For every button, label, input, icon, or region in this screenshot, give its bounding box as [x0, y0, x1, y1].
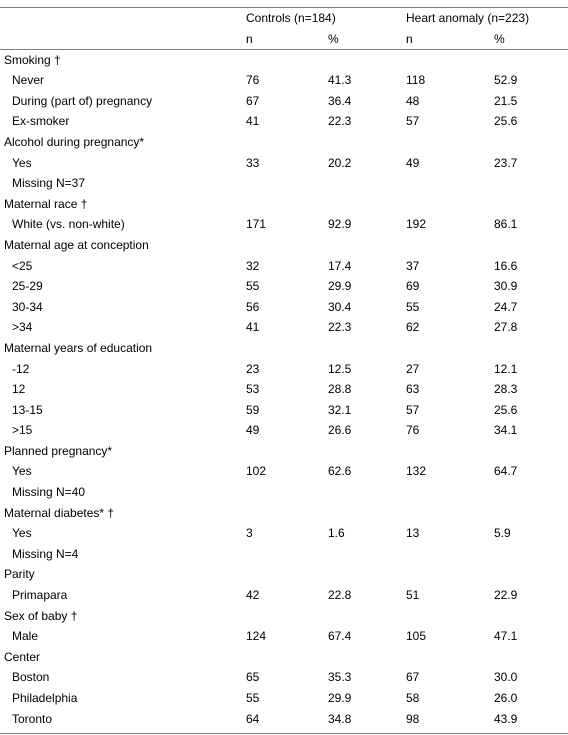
anomaly-n-cell: 132: [406, 464, 427, 479]
controls-n-cell: 23: [246, 361, 260, 376]
table-row: [0, 91, 568, 112]
controls-n-cell: 76: [246, 73, 260, 88]
controls-pct-cell: 36.4: [328, 93, 352, 108]
anomaly-pct-cell: [494, 235, 568, 256]
controls-n-cell: 55: [246, 279, 260, 294]
row-label: >34: [12, 320, 33, 335]
anomaly-pct-cell: 22.9: [494, 588, 518, 603]
controls-n-cell: 171: [246, 217, 267, 232]
section-label: Maternal diabetes* †: [4, 505, 115, 520]
table-row: [0, 400, 568, 421]
row-label: White (vs. non-white): [12, 217, 125, 232]
table-row: [0, 317, 568, 338]
anomaly-pct-cell: [494, 544, 568, 565]
anomaly-pct-cell: 21.5: [494, 93, 518, 108]
anomaly-n-cell: 51: [406, 588, 420, 603]
row-label: Philadelphia: [12, 691, 78, 705]
controls-pct-cell: [328, 50, 406, 71]
anomaly-pct-cell: 47.1: [494, 629, 518, 644]
controls-pct-cell: [328, 647, 406, 668]
row-label: >15: [12, 423, 33, 438]
section-label: Center: [4, 649, 41, 664]
anomaly-pct-cell: 34.1: [494, 423, 518, 438]
controls-n-cell: 41: [246, 114, 260, 129]
row-label: -12: [12, 361, 30, 376]
anomaly-pct-cell: [494, 482, 568, 503]
controls-pct-cell: 62.6: [328, 464, 352, 479]
anomaly-n-cell: [406, 173, 494, 194]
controls-n-cell: 59: [246, 402, 260, 417]
table-row: [0, 153, 568, 174]
anomaly-pct-cell: [494, 647, 568, 668]
table-section-row: [0, 132, 568, 153]
anomaly-n-cell: 98: [406, 711, 420, 726]
controls-n-cell: [246, 235, 328, 256]
anomaly-pct-cell: 25.6: [494, 114, 518, 129]
controls-n-cell: 102: [246, 464, 267, 479]
anomaly-pct-cell: 26.0: [494, 691, 518, 705]
anomaly-n-cell: [406, 50, 494, 71]
table-row: [0, 111, 568, 132]
anomaly-n-cell: 55: [406, 299, 420, 314]
header-controls-pct: %: [328, 32, 339, 46]
table-section-row: [0, 564, 568, 585]
anomaly-pct-cell: 52.9: [494, 73, 518, 88]
table-bottom-rule: [0, 733, 568, 734]
row-label: Toronto: [12, 711, 53, 726]
controls-pct-cell: 30.4: [328, 299, 352, 314]
controls-pct-cell: 34.8: [328, 711, 352, 726]
controls-pct-cell: 29.9: [328, 691, 352, 705]
anomaly-n-cell: [406, 235, 494, 256]
table-section-row: [0, 50, 568, 71]
controls-n-cell: 64: [246, 711, 260, 726]
controls-n-cell: 3: [246, 526, 253, 541]
table-row: [0, 544, 568, 565]
anomaly-pct-cell: [494, 338, 568, 359]
header-anomaly-pct: %: [494, 32, 505, 46]
anomaly-pct-cell: [494, 606, 568, 627]
controls-pct-cell: [328, 544, 406, 565]
table-row: [0, 276, 568, 297]
controls-n-cell: 32: [246, 258, 260, 273]
controls-n-cell: [246, 338, 328, 359]
anomaly-n-cell: [406, 647, 494, 668]
section-label: Maternal age at conception: [4, 237, 149, 252]
row-label: Never: [12, 73, 45, 88]
controls-pct-cell: 1.6: [328, 526, 345, 541]
table-row: [0, 256, 568, 277]
section-label: Smoking †: [4, 52, 61, 67]
controls-pct-cell: 35.3: [328, 670, 352, 685]
row-label: 30-34: [12, 299, 43, 314]
anomaly-pct-cell: [494, 564, 568, 585]
anomaly-pct-cell: 27.8: [494, 320, 518, 335]
controls-n-cell: [246, 564, 328, 585]
controls-n-cell: [246, 482, 328, 503]
table-section-row: [0, 338, 568, 359]
row-label: Male: [12, 629, 39, 644]
anomaly-n-cell: 58: [406, 691, 420, 705]
table-section-row: [0, 235, 568, 256]
table-row: [0, 379, 568, 400]
anomaly-pct-cell: 12.1: [494, 361, 518, 376]
controls-pct-cell: 22.3: [328, 320, 352, 335]
controls-pct-cell: [328, 235, 406, 256]
row-label: Yes: [12, 526, 32, 541]
controls-n-cell: 55: [246, 691, 260, 705]
anomaly-pct-cell: 5.9: [494, 526, 511, 541]
controls-n-cell: 56: [246, 299, 260, 314]
row-label: Yes: [12, 464, 32, 479]
controls-pct-cell: [328, 482, 406, 503]
anomaly-n-cell: [406, 606, 494, 627]
row-label: Boston: [12, 670, 50, 685]
controls-pct-cell: [328, 503, 406, 524]
header-blank: [0, 29, 246, 50]
table-row: [0, 523, 568, 544]
table-row: [0, 667, 568, 688]
anomaly-pct-cell: 30.0: [494, 670, 518, 685]
controls-n-cell: [246, 544, 328, 565]
anomaly-pct-cell: [494, 194, 568, 215]
anomaly-pct-cell: 16.6: [494, 258, 518, 273]
row-label: Yes: [12, 155, 32, 170]
anomaly-n-cell: 49: [406, 155, 420, 170]
table-body: [0, 50, 568, 730]
table-row: [0, 482, 568, 503]
anomaly-pct-cell: [494, 50, 568, 71]
anomaly-n-cell: 76: [406, 423, 420, 438]
anomaly-pct-cell: 30.9: [494, 279, 518, 294]
anomaly-pct-cell: 43.9: [494, 711, 518, 726]
controls-pct-cell: 20.2: [328, 155, 352, 170]
anomaly-n-cell: 62: [406, 320, 420, 335]
row-label: Missing N=37: [12, 176, 86, 191]
controls-n-cell: [246, 194, 328, 215]
anomaly-n-cell: [406, 338, 494, 359]
anomaly-n-cell: 27: [406, 361, 420, 376]
controls-pct-cell: [328, 173, 406, 194]
row-label: Missing N=40: [12, 485, 86, 500]
controls-n-cell: [246, 173, 328, 194]
section-label: Sex of baby †: [4, 608, 78, 623]
section-label: Maternal race †: [4, 196, 88, 211]
table-section-row: [0, 503, 568, 524]
anomaly-pct-cell: [494, 441, 568, 462]
controls-pct-cell: 22.8: [328, 588, 352, 603]
controls-pct-cell: 22.3: [328, 114, 352, 129]
controls-n-cell: 41: [246, 320, 260, 335]
header-controls-n: n: [246, 32, 253, 46]
section-label: Parity: [4, 567, 35, 582]
controls-pct-cell: 41.3: [328, 73, 352, 88]
controls-pct-cell: 32.1: [328, 402, 352, 417]
controls-pct-cell: 17.4: [328, 258, 352, 273]
controls-pct-cell: 26.6: [328, 423, 352, 438]
table-row: [0, 214, 568, 235]
table-row: [0, 173, 568, 194]
anomaly-n-cell: 69: [406, 279, 420, 294]
controls-pct-cell: 29.9: [328, 279, 352, 294]
anomaly-n-cell: 67: [406, 670, 420, 685]
anomaly-n-cell: [406, 132, 494, 153]
anomaly-pct-cell: [494, 173, 568, 194]
table-row: [0, 359, 568, 380]
table-row: [0, 585, 568, 606]
row-label: Primapara: [12, 588, 68, 603]
controls-pct-cell: 92.9: [328, 217, 352, 232]
controls-n-cell: 65: [246, 670, 260, 685]
row-label: Missing N=4: [12, 546, 79, 561]
anomaly-n-cell: [406, 503, 494, 524]
row-label: 25-29: [12, 279, 43, 294]
anomaly-pct-cell: 28.3: [494, 382, 518, 397]
controls-pct-cell: 28.8: [328, 382, 352, 397]
row-label: 13-15: [12, 402, 43, 417]
controls-pct-cell: [328, 132, 406, 153]
anomaly-pct-cell: 64.7: [494, 464, 518, 479]
anomaly-n-cell: [406, 564, 494, 585]
anomaly-n-cell: [406, 482, 494, 503]
header-heart-anomaly: Heart anomaly (n=223): [406, 11, 530, 26]
row-label: During (part of) pregnancy: [12, 93, 153, 108]
controls-pct-cell: [328, 338, 406, 359]
controls-n-cell: [246, 50, 328, 71]
table-row: [0, 297, 568, 318]
anomaly-n-cell: 37: [406, 258, 420, 273]
header-row-groups: [0, 0, 568, 29]
section-label: Maternal years of education: [4, 340, 153, 355]
table-section-row: [0, 441, 568, 462]
table-section-row: [0, 606, 568, 627]
section-label: Planned pregnancy*: [4, 443, 113, 458]
controls-n-cell: 124: [246, 629, 267, 644]
controls-n-cell: 42: [246, 588, 260, 603]
table-section-row: [0, 647, 568, 668]
controls-n-cell: 33: [246, 155, 260, 170]
header-row-units: [0, 29, 568, 50]
anomaly-pct-cell: [494, 132, 568, 153]
anomaly-pct-cell: 86.1: [494, 217, 518, 232]
anomaly-n-cell: 13: [406, 526, 420, 541]
anomaly-n-cell: 48: [406, 93, 420, 108]
controls-n-cell: 67: [246, 93, 260, 108]
controls-pct-cell: 67.4: [328, 629, 352, 644]
table-row: [0, 70, 568, 91]
anomaly-n-cell: 63: [406, 382, 420, 397]
row-label: 12: [12, 382, 26, 397]
controls-pct-cell: 12.5: [328, 361, 352, 376]
controls-n-cell: 53: [246, 382, 260, 397]
controls-pct-cell: [328, 606, 406, 627]
controls-n-cell: [246, 503, 328, 524]
table-row: [0, 626, 568, 647]
header-anomaly-n: n: [406, 32, 413, 46]
controls-pct-cell: [328, 194, 406, 215]
anomaly-pct-cell: 24.7: [494, 299, 518, 314]
controls-n-cell: 49: [246, 423, 260, 438]
row-label: Ex-smoker: [12, 114, 70, 129]
controls-n-cell: [246, 606, 328, 627]
controls-n-cell: [246, 441, 328, 462]
anomaly-n-cell: [406, 194, 494, 215]
anomaly-n-cell: 118: [406, 73, 426, 88]
header-blank: [0, 0, 246, 29]
controls-pct-cell: [328, 564, 406, 585]
anomaly-pct-cell: [494, 503, 568, 524]
section-label: Alcohol during pregnancy*: [4, 134, 145, 149]
table-section-row: [0, 194, 568, 215]
table-row: [0, 688, 568, 709]
header-controls: Controls (n=184): [246, 11, 336, 26]
anomaly-n-cell: 192: [406, 217, 427, 232]
anomaly-pct-cell: 23.7: [494, 155, 518, 170]
anomaly-n-cell: 57: [406, 402, 420, 417]
anomaly-n-cell: 105: [406, 629, 427, 644]
controls-n-cell: [246, 132, 328, 153]
anomaly-n-cell: [406, 441, 494, 462]
table-row: [0, 709, 568, 730]
anomaly-n-cell: 57: [406, 114, 420, 129]
table-row: [0, 420, 568, 441]
controls-pct-cell: [328, 441, 406, 462]
anomaly-n-cell: [406, 544, 494, 565]
anomaly-pct-cell: 25.6: [494, 402, 518, 417]
table-row: [0, 461, 568, 482]
row-label: <25: [12, 258, 33, 273]
controls-n-cell: [246, 647, 328, 668]
